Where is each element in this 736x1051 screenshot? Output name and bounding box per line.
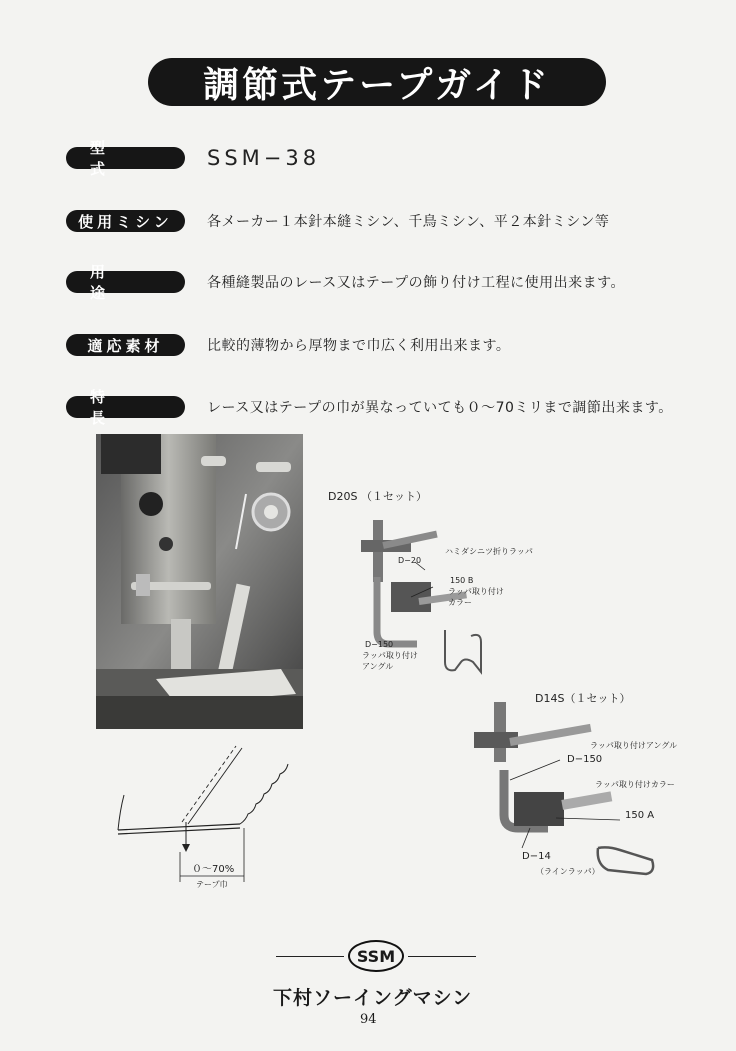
150b-code: 150 B bbox=[450, 576, 474, 585]
spec-label-material: 適応素材 bbox=[66, 334, 185, 356]
spec-label-model: 型 式 bbox=[66, 147, 185, 169]
page-number: 94 bbox=[360, 1012, 377, 1027]
spec-label-use: 用 途 bbox=[66, 271, 185, 293]
page-title: 調節式テープガイド bbox=[148, 58, 606, 106]
range-label: ０〜70% bbox=[192, 864, 235, 875]
d20-code: D−20 bbox=[398, 556, 422, 565]
d14s-angle-desc: ラッパ取り付けアングル bbox=[590, 741, 678, 750]
d14s-d150-code: D−150 bbox=[567, 754, 603, 765]
set-d14s-title: D14S（１セット） bbox=[535, 692, 631, 705]
150b-desc: ラッパ取り付け カラー bbox=[448, 587, 504, 607]
set-d20s-title: D20S （１セット） bbox=[328, 490, 427, 503]
spec-value-feature: レース又はテープの巾が異なっていても０〜70ミリまで調節出来ます。 bbox=[207, 400, 673, 416]
spec-label-feature: 特 長 bbox=[66, 396, 185, 418]
spec-label-machine: 使用ミシン bbox=[66, 210, 185, 232]
d150-code: D−150 bbox=[365, 640, 394, 649]
d14s-d14-desc: （ラインラッパ） bbox=[536, 867, 600, 876]
company-name: 下村ソーイングマシン bbox=[273, 987, 473, 1009]
logo-rule-right bbox=[408, 956, 476, 957]
tape-width-caption: テープ巾 bbox=[196, 880, 228, 889]
logo-rule-left bbox=[276, 956, 344, 957]
ssm-logo: SSM bbox=[348, 940, 404, 972]
d14s-parts-figure bbox=[470, 700, 670, 882]
spec-value-model: SSM−38 bbox=[207, 146, 321, 170]
d20-desc: ハミダシニツ折りラッパ bbox=[445, 547, 533, 556]
sewing-machine-photo bbox=[96, 434, 303, 729]
d14s-150a-code: 150 A bbox=[625, 810, 655, 821]
d14s-collar-desc: ラッパ取り付けカラー bbox=[595, 780, 675, 789]
spec-value-use: 各種縫製品のレース又はテープの飾り付け工程に使用出来ます。 bbox=[207, 275, 625, 291]
d14s-d14-code: D−14 bbox=[522, 851, 551, 862]
spec-value-material: 比較的薄物から厚物まで巾広く利用出来ます。 bbox=[207, 338, 511, 354]
d150-desc: ラッパ取り付け アングル bbox=[362, 651, 418, 671]
spec-value-machine: 各メーカー１本針本縫ミシン、千鳥ミシン、平２本針ミシン等 bbox=[207, 214, 610, 230]
